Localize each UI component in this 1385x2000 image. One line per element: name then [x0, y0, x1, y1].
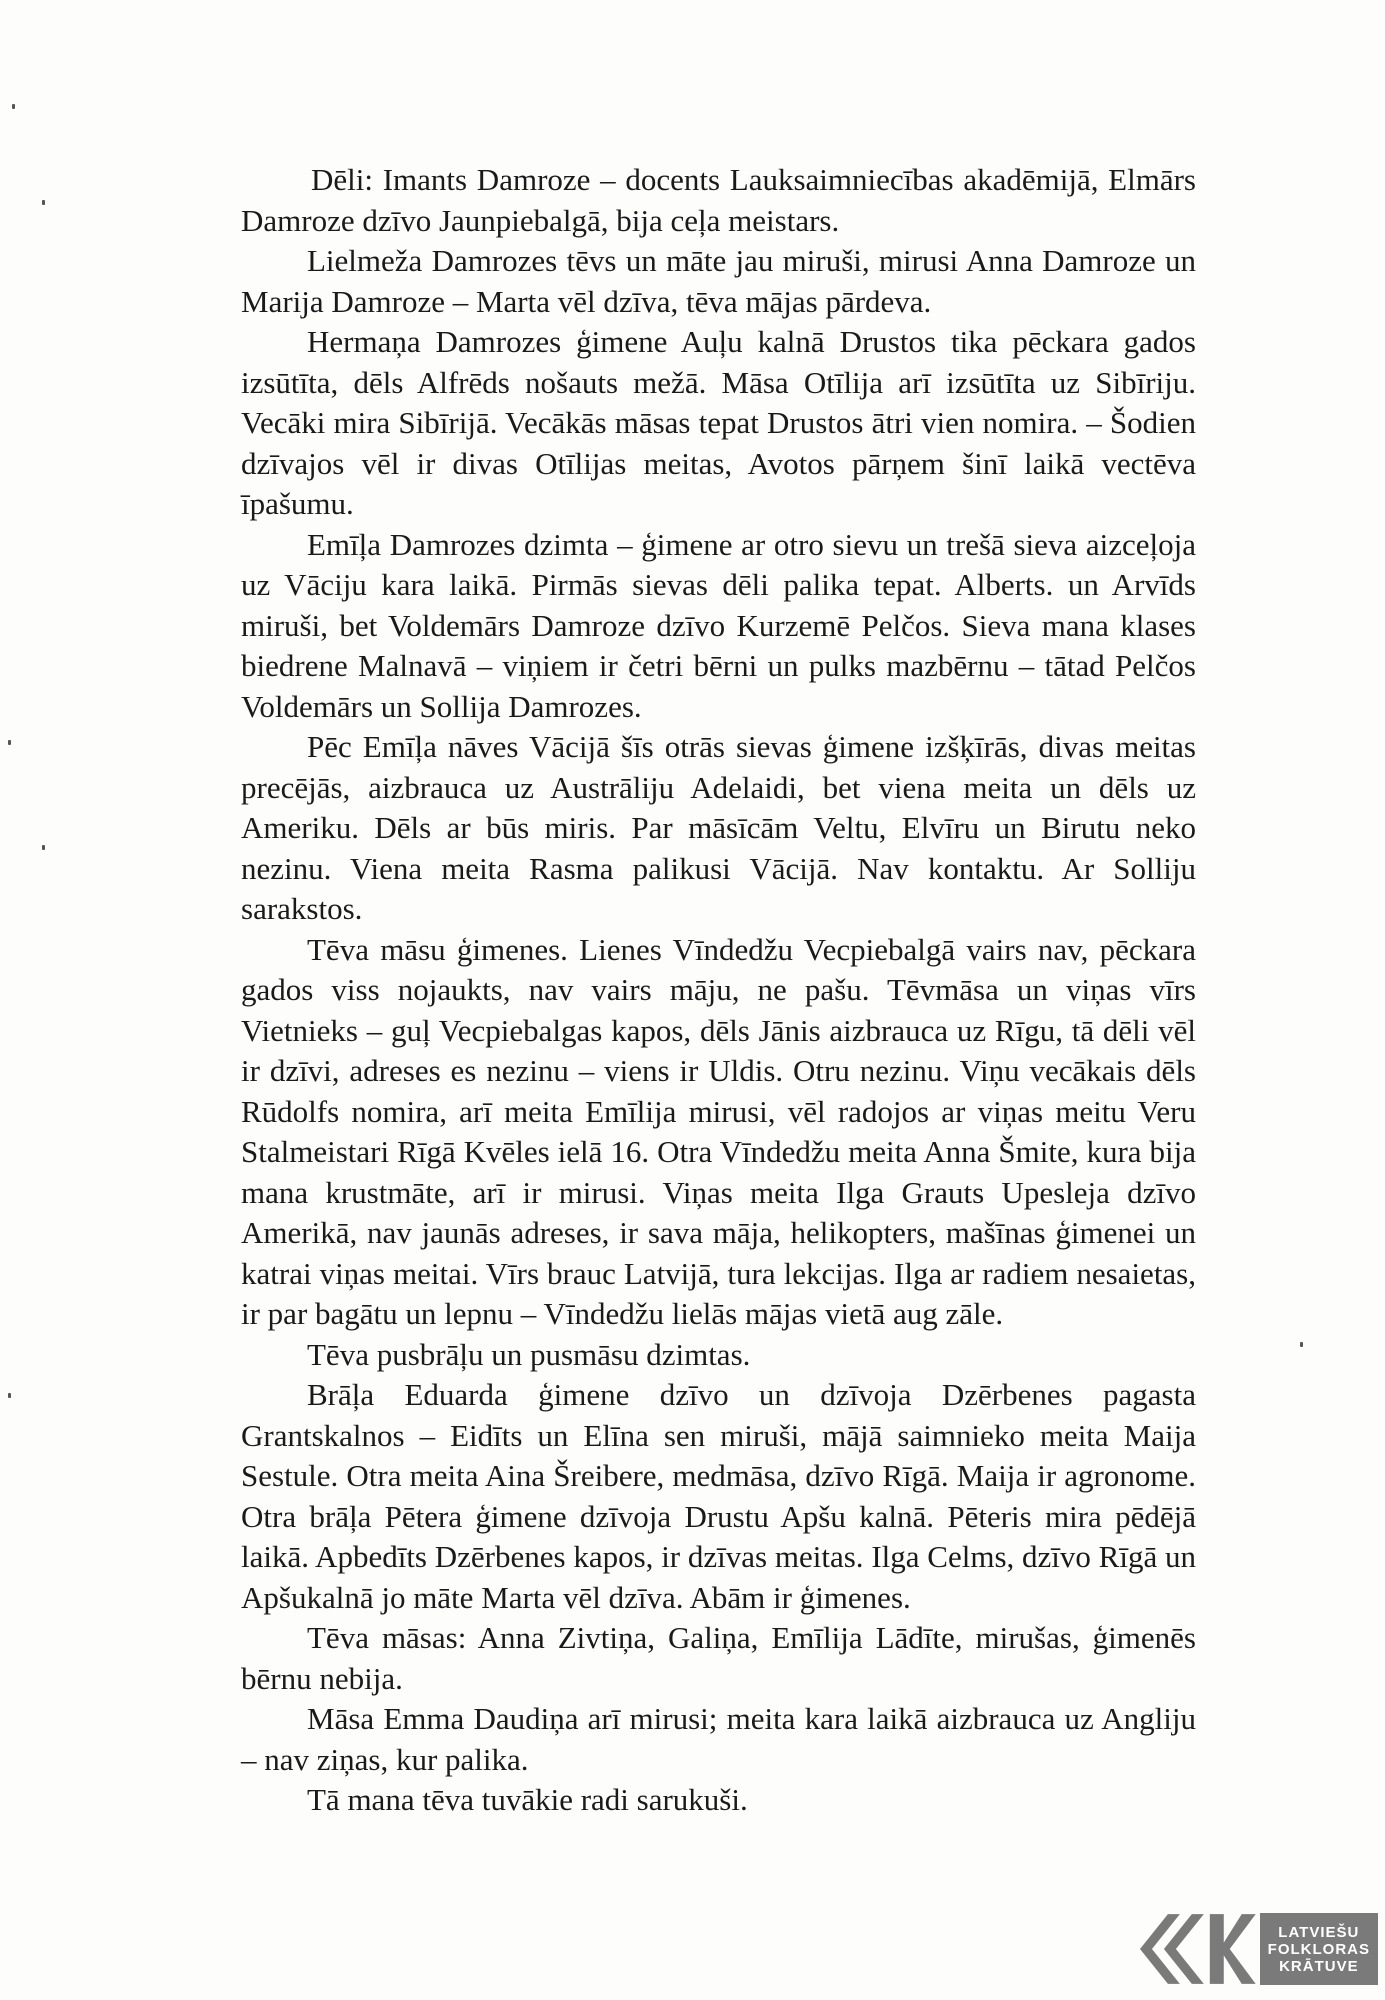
logo-line-3: KRĀTUVE: [1279, 1957, 1359, 1975]
paragraph-4: Emīļa Damrozes dzimta – ģimene ar otro sievu un trešā sieva aizceļoja uz Vāciju kara laikā. Pirmās sievas dēli palika tepat. Alberts. un Arvīds miruši, bet Voldemārs Damroze dzīvo Kurzemē Pelčos. Sieva mana klases biedrene Malnavā – viņiem ir četri bērni un pulks mazbērnu – tātad Pelčos Voldemārs un Sollija Damrozes.: [241, 526, 1196, 724]
folklore-archive-logo-icon: [1130, 1910, 1260, 1988]
paragraph-1: Dēli: Imants Damroze – docents Lauksaimniecības akadēmijā, Elmārs Damroze dzīvo Jaunpiebalgā, bija ceļa meistars.: [241, 162, 1196, 238]
archive-logo-text: [1260, 1913, 1378, 1985]
scan-speck: [1300, 1342, 1303, 1347]
paragraph-11: Tā mana tēva tuvākie radi sarukuši.: [307, 1782, 748, 1817]
scan-speck: [42, 200, 45, 205]
scan-speck: [12, 104, 15, 109]
logo-line-1: LATVIEŠU: [1278, 1923, 1360, 1941]
paragraph-8: Brāļa Eduarda ģimene dzīvo un dzīvoja Dzērbenes pagasta Grantskalnos – Eidīts un Elīna sen miruši, mājā saimnieko meita Maija Sestule. Otra meita Aina Šreibere, medmāsa, dzīvo Rīgā. Maija ir agronome. Otra brāļa Pētera ģimene dzīvoja Drustu Apšu kalnā. Pēteris mira pēdējā laikā. Apbedīts Dzērbenes kapos, ir dzīvas meitas. Ilga Celms, dzīvo Rīgā un Apšukalnā jo māte Marta vēl dzīva. Abām ir ģimenes.: [241, 1377, 1196, 1615]
archive-logo: [1130, 1910, 1378, 1988]
paragraph-3: Hermaņa Damrozes ģimene Auļu kalnā Drustos tika pēckara gados izsūtīta, dēls Alfrēds nošauts mežā. Māsa Otīlija arī izsūtīta uz Sibīriju. Vecāki mira Sibīrijā. Vecākās māsas tepat Drustos ātri vien nomira. – Šodien dzīvajos vēl ir divas Otīlijas meitas, Avotos pārņem šinī laikā vectēva īpašumu.: [241, 324, 1196, 521]
paragraph-2: Lielmeža Damrozes tēvs un māte jau miruši, mirusi Anna Damroze un Marija Damroze – Marta vēl dzīva, tēva mājas pārdeva.: [241, 243, 1196, 319]
document-body: [241, 160, 1196, 1821]
scan-speck: [8, 740, 11, 745]
paragraph-5: Pēc Emīļa nāves Vācijā šīs otrās sievas ģimene izšķīrās, divas meitas precējās, aizbrauca uz Austrāliju Adelaidi, bet viena meita un dēls uz Ameriku. Dēls ar būs miris. Par māsīcām Veltu, Elvīru un Birutu neko nezinu. Viena meita Rasma palikusi Vācijā. Nav kontaktu. Ar Solliju sarakstos.: [241, 729, 1196, 926]
logo-line-2: FOLKLORAS: [1267, 1940, 1370, 1958]
paragraph-9: Tēva māsas: Anna Zivtiņa, Galiņa, Emīlija Lādīte, mirušas, ģimenēs bērnu nebija.: [241, 1620, 1196, 1696]
scan-speck: [8, 1393, 11, 1398]
paragraph-10: Māsa Emma Daudiņa arī mirusi; meita kara laikā aizbrauca uz Angliju – nav ziņas, kur palika.: [241, 1701, 1196, 1777]
paragraph-7: Tēva pusbrāļu un pusmāsu dzimtas.: [307, 1336, 751, 1372]
scan-speck: [42, 845, 45, 850]
paragraph-6: Tēva māsu ģimenes. Lienes Vīndedžu Vecpiebalgā vairs nav, pēckara gados viss nojaukts, nav vairs māju, ne pašu. Tēvmāsa un viņas vīrs Vietnieks – guļ Vecpiebalgas kapos, dēls Jānis aizbrauca uz Rīgu, tā dēli vēl ir dzīvi, adreses es nezinu – viens ir Uldis. Otru nezinu. Viņu vecākais dēls Rūdolfs nomira, arī meita Emīlija mirusi, vēl radojos ar viņas meitu Veru Stalmeistari Rīgā Kvēles ielā 16. Otra Vīndedžu meita Anna Šmite, kura bija mana krustmāte, arī ir mirusi. Viņas meita Ilga Grauts Upesleja dzīvo Amerikā, nav jaunās adreses, ir sava māja, helikopters, mašīnas ģimenei un katrai viņas meitai. Vīrs brauc Latvijā, tura lekcijas. Ilga ar radiem nesaietas, ir par bagātu un lepnu – Vīndedžu lielās mājas vietā aug zāle.: [241, 931, 1196, 1331]
